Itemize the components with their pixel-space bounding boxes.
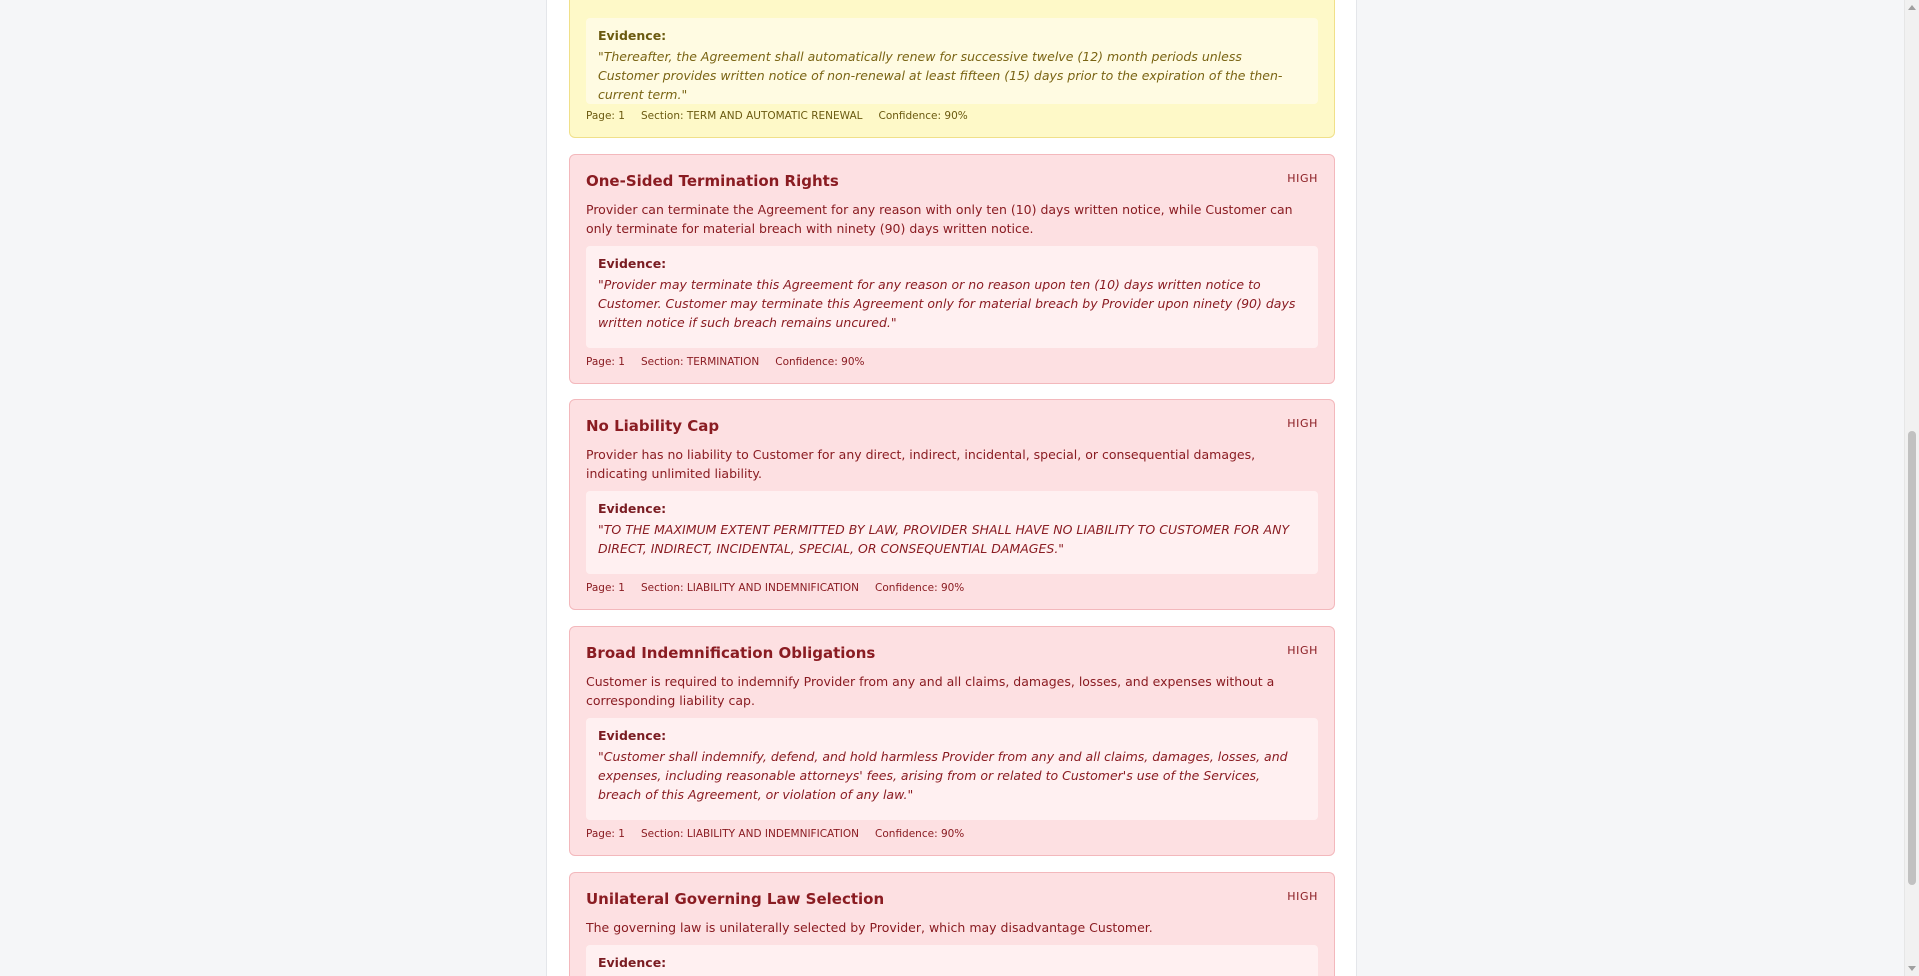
evidence-quote: "Provider may terminate this Agreement for any reason or no reason upon ten (10) days written notice to Customer. Customer may terminate this Agreement only for material breach by Provider upon ninety (90) days written notice if such breach remains uncured." bbox=[598, 277, 1296, 330]
evidence-block bbox=[586, 246, 1318, 348]
evidence-block bbox=[586, 945, 1318, 976]
severity-badge: HIGH bbox=[1287, 644, 1318, 657]
finding-title: Broad Indemnification Obligations bbox=[586, 644, 876, 662]
finding-description: The governing law is unilaterally selected by Provider, which may disadvantage Customer. bbox=[586, 920, 1153, 935]
severity-badge: HIGH bbox=[1287, 172, 1318, 185]
meta-confidence: Confidence: 90% bbox=[875, 582, 965, 594]
finding-description bbox=[586, 0, 1095, 2]
meta-confidence: Confidence: 90% bbox=[875, 828, 965, 840]
finding-description: Provider can terminate the Agreement for any reason with only ten (10) days written notice, while Customer can only terminate for material breach with ninety (90) days written notice. bbox=[586, 202, 1293, 236]
scroll-up-arrow-icon[interactable] bbox=[1908, 5, 1916, 10]
findings-panel bbox=[546, 0, 1357, 976]
finding-meta bbox=[586, 110, 1318, 122]
severity-badge: HIGH bbox=[1287, 890, 1318, 903]
finding-title: Unilateral Governing Law Selection bbox=[586, 890, 885, 908]
finding-card-auto-renewal bbox=[569, 0, 1335, 138]
scrollbar-thumb[interactable] bbox=[1908, 431, 1916, 885]
meta-section: Section: LIABILITY AND INDEMNIFICATION bbox=[640, 582, 860, 594]
evidence-label: Evidence: bbox=[598, 501, 667, 516]
finding-description: Provider has no liability to Customer for any direct, indirect, incidental, special, or consequential damages, indicating unlimited liability. bbox=[586, 447, 1256, 481]
evidence-block bbox=[586, 18, 1318, 104]
page-scrollbar[interactable] bbox=[1904, 0, 1919, 976]
evidence-label: Evidence: bbox=[598, 28, 667, 43]
finding-meta bbox=[586, 582, 1318, 594]
evidence-quote: "TO THE MAXIMUM EXTENT PERMITTED BY LAW, PROVIDER SHALL HAVE NO LIABILITY TO CUSTOMER FOR ANY DIRECT, INDIRECT, INCIDENTAL, SPECIAL, OR CONSEQUENTIAL DAMAGES." bbox=[598, 522, 1290, 556]
meta-page: Page: 1 bbox=[586, 828, 625, 840]
evidence-label: Evidence: bbox=[598, 256, 667, 271]
evidence-block bbox=[586, 491, 1318, 574]
meta-section: Section: TERM AND AUTOMATIC RENEWAL bbox=[640, 110, 863, 122]
evidence-label: Evidence: bbox=[598, 955, 667, 970]
meta-page: Page: 1 bbox=[586, 110, 625, 122]
meta-confidence: Confidence: 90% bbox=[878, 110, 968, 122]
meta-page: Page: 1 bbox=[586, 356, 625, 368]
finding-card-governing-law bbox=[569, 872, 1335, 976]
evidence-quote: "Customer shall indemnify, defend, and hold harmless Provider from any and all claims, damages, losses, and expenses, including reasonable attorneys' fees, arising from or related to Customer's use of the Services, breach of this Agreement, or violation of any law." bbox=[598, 749, 1288, 802]
finding-card-indemnification bbox=[569, 626, 1335, 856]
meta-confidence: Confidence: 90% bbox=[775, 356, 865, 368]
evidence-block bbox=[586, 718, 1318, 820]
finding-card-termination bbox=[569, 154, 1335, 384]
meta-section: Section: TERMINATION bbox=[640, 356, 760, 368]
meta-page: Page: 1 bbox=[586, 582, 625, 594]
finding-card-liability-cap bbox=[569, 399, 1335, 610]
finding-meta bbox=[586, 356, 1318, 368]
evidence-label: Evidence: bbox=[598, 728, 667, 743]
finding-description: Customer is required to indemnify Provider from any and all claims, damages, losses, and expenses without a corresponding liability cap. bbox=[586, 674, 1275, 708]
finding-title: No Liability Cap bbox=[586, 417, 720, 435]
finding-meta bbox=[586, 828, 1318, 840]
scroll-down-arrow-icon[interactable] bbox=[1908, 966, 1916, 971]
meta-section: Section: LIABILITY AND INDEMNIFICATION bbox=[640, 828, 860, 840]
finding-title: One-Sided Termination Rights bbox=[586, 172, 839, 190]
evidence-quote: "Thereafter, the Agreement shall automatically renew for successive twelve (12) month periods unless Customer provides written notice of non-renewal at least fifteen (15) days prior to the expiration of the then-current term." bbox=[598, 49, 1283, 102]
severity-badge: HIGH bbox=[1287, 417, 1318, 430]
